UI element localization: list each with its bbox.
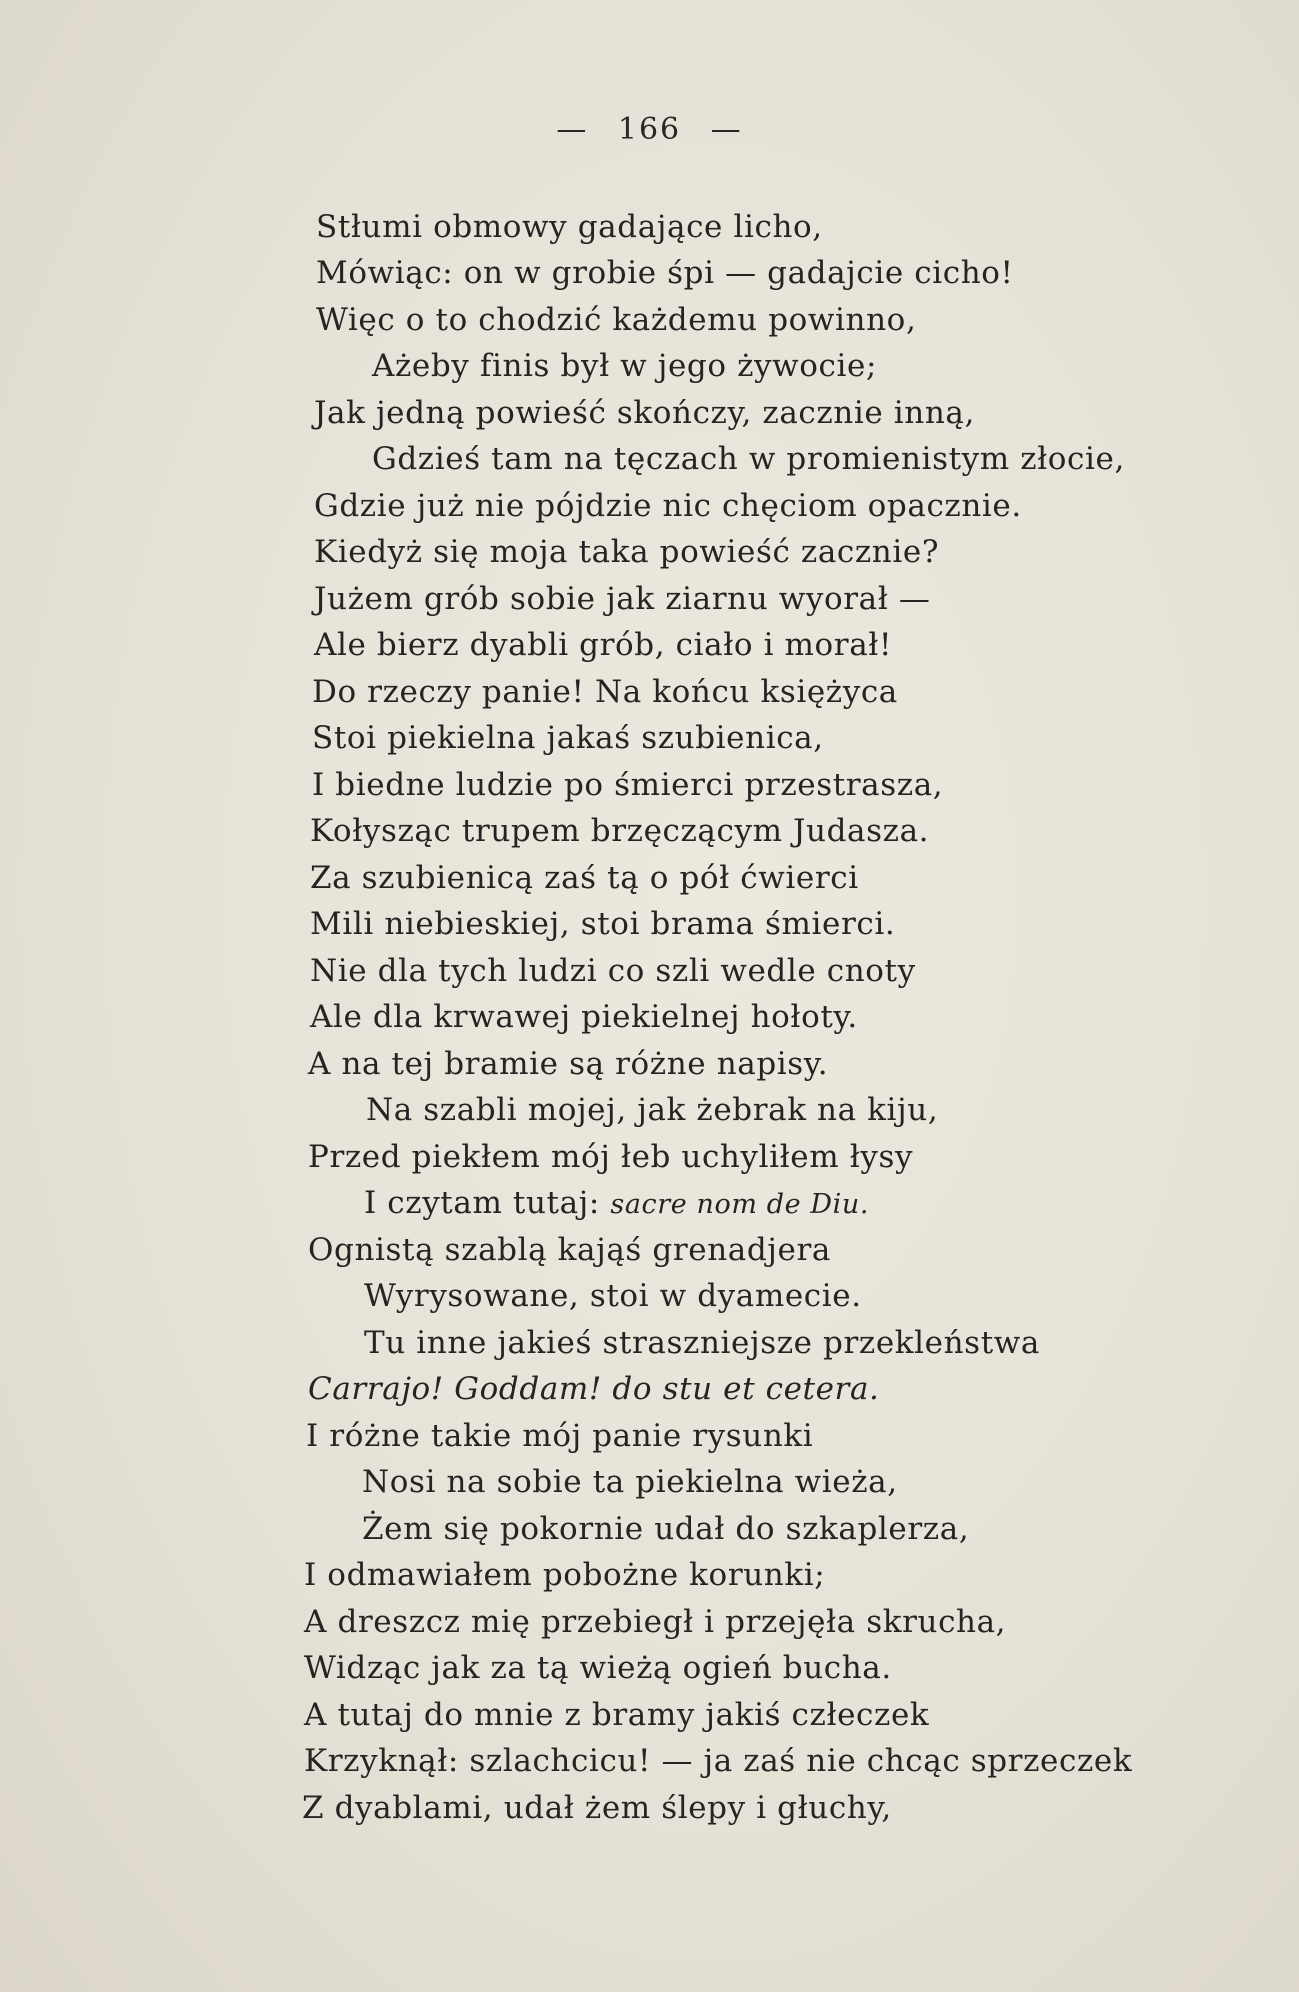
page-number-dash-right: — bbox=[710, 112, 743, 147]
poem-line: A dreszcz mię przebiegł i przejęła skrucha, bbox=[304, 1604, 1007, 1640]
poem-line: Kiedyż się moja taka powieść zacznie? bbox=[314, 534, 940, 570]
poem-line: Stoi piekielna jakaś szubienica, bbox=[312, 720, 824, 756]
poem-line: Widząc jak za tą wieżą ogień bucha. bbox=[304, 1650, 892, 1686]
poem-line: Wyrysowane, stoi w dyamecie. bbox=[364, 1278, 862, 1314]
poem-line: Żem się pokornie udał do szkaplerza, bbox=[362, 1511, 970, 1547]
poem-line: Nosi na sobie ta piekielna wieża, bbox=[362, 1464, 898, 1500]
poem-line: Ale bierz dyabli grób, ciało i morał! bbox=[314, 627, 893, 663]
poem-line-italic: Carrajo! Goddam! do stu et cetera. bbox=[308, 1371, 880, 1407]
poem-line: Kołysząc trupem brzęczącym Judasza. bbox=[310, 813, 930, 849]
poem-line: Ale dla krwawej piekielnej hołoty. bbox=[310, 999, 858, 1035]
poem-line: Gdzie już nie pójdzie nic chęciom opacznie. bbox=[314, 488, 1022, 524]
poem-line: I odmawiałem pobożne korunki; bbox=[304, 1557, 826, 1593]
poem-line: Gdzieś tam na tęczach w promienistym złocie, bbox=[372, 441, 1125, 477]
poem-line: Tu inne jakieś straszniejsze przekleństwa bbox=[364, 1325, 1040, 1361]
poem-line: Ognistą szablą kająś grenadjera bbox=[308, 1232, 831, 1268]
poem-line: Mili niebieskiej, stoi brama śmierci. bbox=[310, 906, 896, 942]
poem-line: Na szabli mojej, jak żebrak na kiju, bbox=[366, 1092, 939, 1128]
poem-line: Przed piekłem mój łeb uchyliłem łysy bbox=[308, 1139, 914, 1175]
poem-line: A tutaj do mnie z bramy jakiś człeczek bbox=[304, 1697, 930, 1733]
poem-line: Do rzeczy panie! Na końcu księżyca bbox=[312, 674, 898, 710]
poem-line: Z dyablami, udał żem ślepy i głuchy, bbox=[302, 1790, 892, 1826]
poem-line: Mówiąc: on w grobie śpi — gadajcie cicho! bbox=[316, 255, 1014, 291]
poem-line-text: I czytam tutaj: bbox=[364, 1185, 600, 1221]
latin-phrase: sacre nom de Diu. bbox=[610, 1189, 870, 1220]
page-number-header bbox=[0, 112, 1299, 147]
poem-line: I biedne ludzie po śmierci przestrasza, bbox=[312, 767, 944, 803]
page-number-dash-left: — bbox=[556, 112, 589, 147]
poem-line: Więc o to chodzić każdemu powinno, bbox=[316, 302, 917, 338]
poem-line-with-latin bbox=[364, 1183, 869, 1225]
page-number: 166 bbox=[617, 112, 682, 147]
poem-line: A na tej bramie są różne napisy. bbox=[308, 1046, 829, 1082]
poem-line: I różne takie mój panie rysunki bbox=[306, 1418, 814, 1454]
poem-line: Krzyknął: szlachcicu! — ja zaś nie chcąc sprzeczek bbox=[304, 1743, 1133, 1779]
poem-line: Za szubienicą zaś tą o pół ćwierci bbox=[310, 860, 859, 896]
poem-line: Jużem grób sobie jak ziarnu wyorał — bbox=[314, 581, 931, 617]
poem-line: Nie dla tych ludzi co szli wedle cnoty bbox=[310, 953, 916, 989]
poem-line: Jak jedną powieść skończy, zacznie inną, bbox=[314, 395, 975, 431]
poem-line: Ażeby finis był w jego żywocie; bbox=[372, 348, 877, 384]
poem-line: Stłumi obmowy gadające licho, bbox=[316, 209, 823, 245]
